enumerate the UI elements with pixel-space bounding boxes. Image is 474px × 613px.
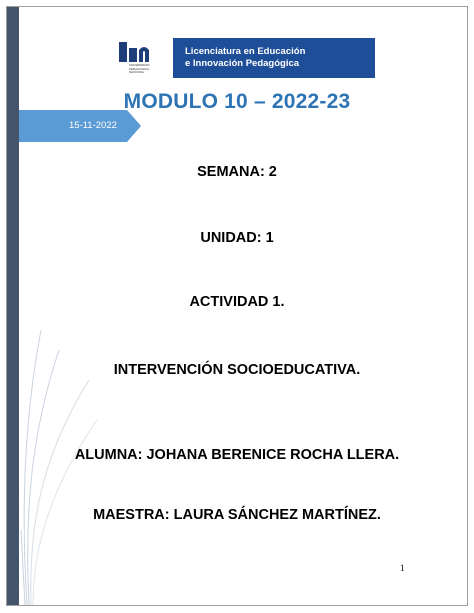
maestra-text: MAESTRA: LAURA SÁNCHEZ MARTÍNEZ. <box>93 507 381 523</box>
banner-line-2: e Innovación Pedagógica <box>185 58 300 69</box>
logo-container <box>99 38 173 78</box>
banner-text <box>173 46 305 70</box>
semana-text: SEMANA: 2 <box>197 164 277 180</box>
upn-logo-icon <box>117 40 151 64</box>
page-number: 1 <box>400 563 405 573</box>
logo-caption: UNIVERSIDAD PEDAGÓGICA NACIONAL <box>129 63 150 74</box>
actividad-text: ACTIVIDAD 1. <box>189 294 285 310</box>
header-banner <box>99 38 375 78</box>
unidad-text: UNIDAD: 1 <box>200 230 274 246</box>
tema-text: INTERVENCIÓN SOCIOEDUCATIVA. <box>113 362 361 378</box>
date-tab <box>19 110 141 142</box>
document-title: MODULO 10 – 2022-23 <box>123 90 351 113</box>
banner-line-1: Licenciatura en Educación <box>185 46 306 57</box>
date-text: 15-11-2022 <box>69 120 117 131</box>
alumna-text: ALUMNA: JOHANA BERENICE ROCHA LLERA. <box>74 447 400 463</box>
